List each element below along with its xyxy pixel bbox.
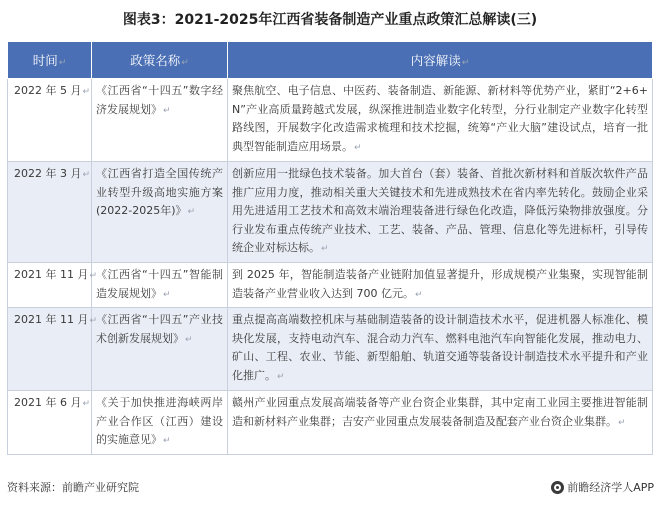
policy-table	[7, 41, 653, 455]
header-content: 内容解读↵	[228, 42, 653, 79]
table-row	[8, 263, 653, 308]
header-policy-name: 政策名称↵	[92, 42, 228, 79]
cell-policy-name: 《关于加快推进海峡两岸产业合作区（江西）建设的实施意见》↵	[92, 391, 228, 455]
cell-policy-name: 《江西省“十四五”智能制造发展规划》↵	[92, 263, 228, 308]
cell-time: 2022 年 3 月↵	[8, 162, 92, 263]
cell-time: 2021 年 11 月↵	[8, 308, 92, 391]
cell-time: 2021 年 11 月↵	[8, 263, 92, 308]
table-row	[8, 391, 653, 455]
brand-credit	[551, 479, 654, 495]
cell-policy-name: 《江西省“十四五”产业技术创新发展规划》↵	[92, 308, 228, 391]
table-row	[8, 162, 653, 263]
cell-content: 赣州产业园重点发展高端装备等产业台资企业集群，其中定南工业园主要推进智能制造和新材料产业集群；吉安产业园重点发展装备制造及配套产业台资企业集群。↵	[228, 391, 653, 455]
table-header-row	[8, 42, 653, 79]
cell-content: 聚焦航空、电子信息、中医药、装备制造、新能源、新材料等优势产业，紧盯“2+6+N”产业高质量跨越式发展，纵深推进制造业数字化转型，分行业制定产业数字化转型路线图，开展数字化改造需求梳理和技术挖掘，统筹“产业大脑”建设试点，培育一批典型智能制造应用场景。↵	[228, 79, 653, 162]
cell-content: 创新应用一批绿色技术装备。加大首台（套）装备、首批次新材料和首版次软件产品推广应用力度，推动相关重大关键技术和先进成熟技术在省内率先转化。鼓励企业采用先进适用工艺技术和高效末端治理装备进行绿色化改造，降低污染物排放强度。分行业发布重点传统产业技术、工艺、装备、产品、管理、信息化等先进标杆，引导传统企业对标达标。↵	[228, 162, 653, 263]
cell-content: 重点提高高端数控机床与基础制造装备的设计制造技术水平，促进机器人标准化、模块化发展，支持电动汽车、混合动力汽车、燃料电池汽车向智能化发展，推动电力、矿山、工程、农业、节能、新型船舶、轨道交通等装备设计制造技术水平提升和产业化推广。↵	[228, 308, 653, 391]
brand-name: 前瞻经济学人APP	[567, 481, 654, 494]
cell-content: 到 2025 年，智能制造装备产业链附加值显著提升，形成规模产业集聚，实现智能制造装备产业营业收入达到 700 亿元。↵	[228, 263, 653, 308]
footer	[0, 479, 660, 499]
table-row	[8, 308, 653, 391]
cell-policy-name: 《江西省“十四五”数字经济发展规划》↵	[92, 79, 228, 162]
cell-policy-name: 《江西省打造全国传统产业转型升级高地实施方案(2022-2025年)》↵	[92, 162, 228, 263]
cell-time: 2021 年 6 月↵	[8, 391, 92, 455]
source-note: 资料来源：前瞻产业研究院	[7, 481, 139, 494]
table-row	[8, 79, 653, 162]
page-title: 图表3：2021-2025年江西省装备制造产业重点政策汇总解读(三)	[122, 12, 538, 28]
cell-time: 2022 年 5 月↵	[8, 79, 92, 162]
header-time: 时间↵	[8, 42, 92, 79]
brand-logo-icon	[551, 481, 564, 494]
